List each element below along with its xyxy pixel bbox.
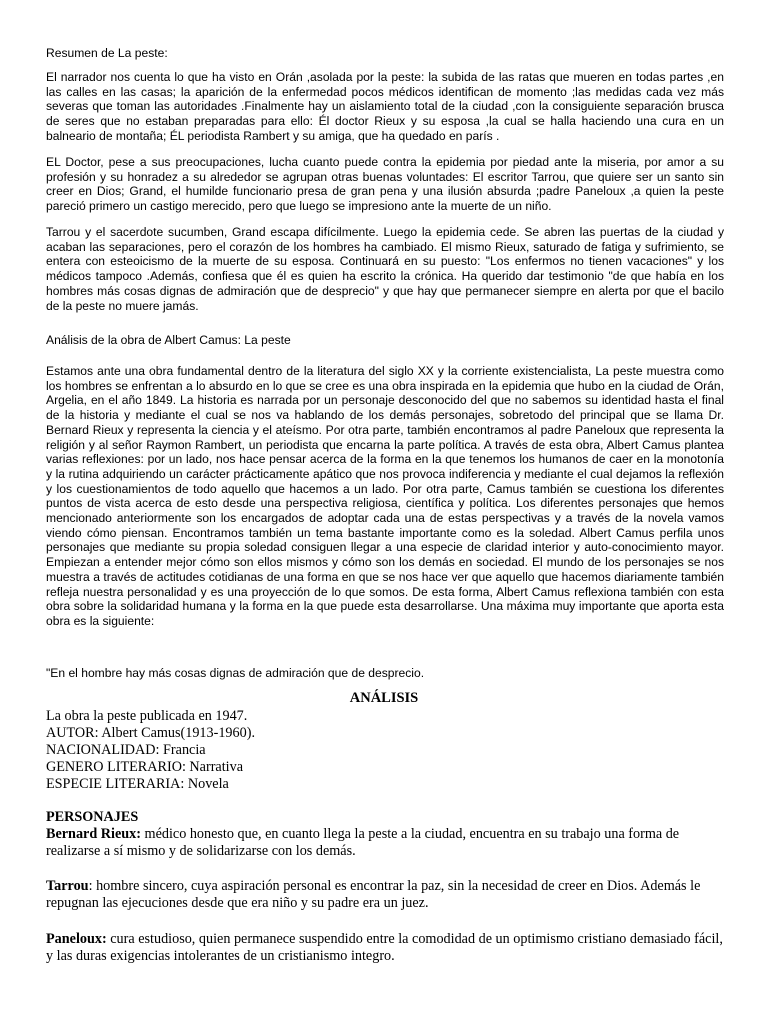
summary-paragraph-3: Tarrou y el sacerdote sucumben, Grand escapa difícilmente. Luego la epidemia cede. Se abren las puertas de la ciudad y acaban las separaciones, pero el corazón de los hombres ha cambiado. El mismo Rieux, saturado de fatiga y sufrimiento, se entera con esteoicismo de la muerte de su esposa. Continuará en su puesto: "Los enfermos no tienen vacaciones" y los médicos tampoco .Además, confiesa que él es quien ha escrito la crónica. Ha querido dar testimonio "de que había en los hombres más cosas dignas de admiración que de desprecio" y que hay que permanecer siempre en alerta por que el bacilo de la peste no muere jamás.: [46, 225, 724, 313]
summary-paragraph-2: EL Doctor, pese a sus preocupaciones, lucha cuanto puede contra la epidemia por piedad ante la miseria, por amor a su profesión y su honradez a su alrededor se agrupan otras buenas voluntades: El escritor Tarrou, que quiere ser un santo sin creer en Dios; Grand, el humilde funcionario presa de gran pena y una ilusión absurda ;padre Paneloux ,a quien la peste pareció primero un castigo merecido, pero que luego se impresiono ante la muerte de un niño.: [46, 155, 724, 214]
metadata-genre: GENERO LITERARIO: Narrativa: [46, 759, 243, 775]
character-tarrou: [46, 878, 724, 912]
analysis-paragraph: Estamos ante una obra fundamental dentro de la literatura del siglo XX y la corriente existencialista, La peste muestra como los hombres se enfrentan a lo absurdo en lo que se cree es una obra inspirada en la epidemia que hubo en la ciudad de Orán, Argelia, en el año 1849. La historia es narrada por un personaje desconocido del que no sabemos su identidad hasta el final de la historia y mediante el cual se nos va hablando de los demás personajes, sobretodo del principal que se llama Dr. Bernard Rieux y representa la ciencia y el ateísmo. Por otra parte, también encontramos al padre Paneloux que representa la religión y al señor Raymon Rambert, un periodista que encarna la parte política. A través de esta obra, Albert Camus plantea varias reflexiones: por un lado, nos hace pensar acerca de la forma en la que tenemos los humanos de caer en la monotonía y la rutina adquiriendo un carácter prácticamente apático que nos provoca indiferencia y mediante el cual dejamos la reflexión y los cuestionamientos de todo aquello que hacemos a un lado. Por otra parte, Camus también se cuestiona los diferentes puntos de vista acerca de esto desde una perspectiva religiosa, científica y política. Los diferentes personajes que hemos mencionado anteriormente son los encargados de adoptar cada una de estas perspectivas y a través de la novela vamos viendo cómo piensan. Encontramos también un tema bastante importante como es la soledad. Albert Camus perfila unos personajes que mediante su propia soledad consiguen llegar a una especie de claridad interior y auto-conocimiento mayor. Empiezan a entender mejor cómo son ellos mismos y cómo son los demás en sociedad. El mundo de los personajes se nos muestra a través de actitudes cotidianas de una forma en que se nos hace ver que aquello que hacemos diariamente también refleja nuestra personalidad y es una proyección de lo que somos. De esta forma, Albert Camus reflexiona también con esta obra sobre la solidaridad humana y la forma en la que puede esta desarrollarse. Una máxima muy importante que aporta esta obra es la siguiente:: [46, 364, 724, 628]
character-name: Tarrou: [46, 878, 89, 894]
character-name: Paneloux:: [46, 931, 107, 947]
metadata-species: ESPECIE LITERARIA: Novela: [46, 776, 229, 792]
analysis-quote: "En el hombre hay más cosas dignas de admiración que de desprecio.: [46, 666, 425, 680]
personajes-title: PERSONAJES: [46, 809, 139, 825]
analisis-title: ANÁLISIS: [349, 690, 419, 706]
summary-heading: Resumen de La peste:: [46, 46, 168, 60]
character-rieux: [46, 826, 724, 860]
metadata-author: AUTOR: Albert Camus(1913-1960).: [46, 725, 255, 741]
character-paneloux: [46, 931, 724, 965]
summary-paragraph-1: El narrador nos cuenta lo que ha visto en Orán ,asolada por la peste: la subida de las ratas que mueren en todas partes ,en las calles en las casas; la aparición de la enfermedad pocos médicos identifican de momento ;las medidas cada vez más severas que toman las autoridades .Finalmente hay un aislamiento total de la ciudad ,con la consiguiente separación brusca de seres que no estaban preparadas para ello: Él doctor Rieux y su esposa ,la cual se halla haciendo una cura en un balneario de montaña; ÉL periodista Rambert y su amiga, que ha quedado en parís .: [46, 70, 724, 143]
work-metadata: [46, 708, 726, 793]
metadata-nationality: NACIONALIDAD: Francia: [46, 742, 206, 758]
analysis-heading: Análisis de la obra de Albert Camus: La peste: [46, 333, 291, 347]
character-description: cura estudioso, quien permanece suspendido entre la comodidad de un optimismo cristiano demasiado fácil, y las duras exigencias intolerantes de un cristianismo integro.: [46, 931, 723, 964]
character-name: Bernard Rieux:: [46, 826, 141, 842]
metadata-published: La obra la peste publicada en 1947.: [46, 708, 248, 724]
character-description: : hombre sincero, cuya aspiración personal es encontrar la paz, sin la necesidad de creer en Dios. Además le repugnan las ejecuciones desde que era niño y su padre era un juez.: [46, 878, 701, 911]
character-description: médico honesto que, en cuanto llega la peste a la ciudad, encuentra en su trabajo una forma de realizarse a sí mismo y de solidarizarse con los demás.: [46, 826, 680, 859]
